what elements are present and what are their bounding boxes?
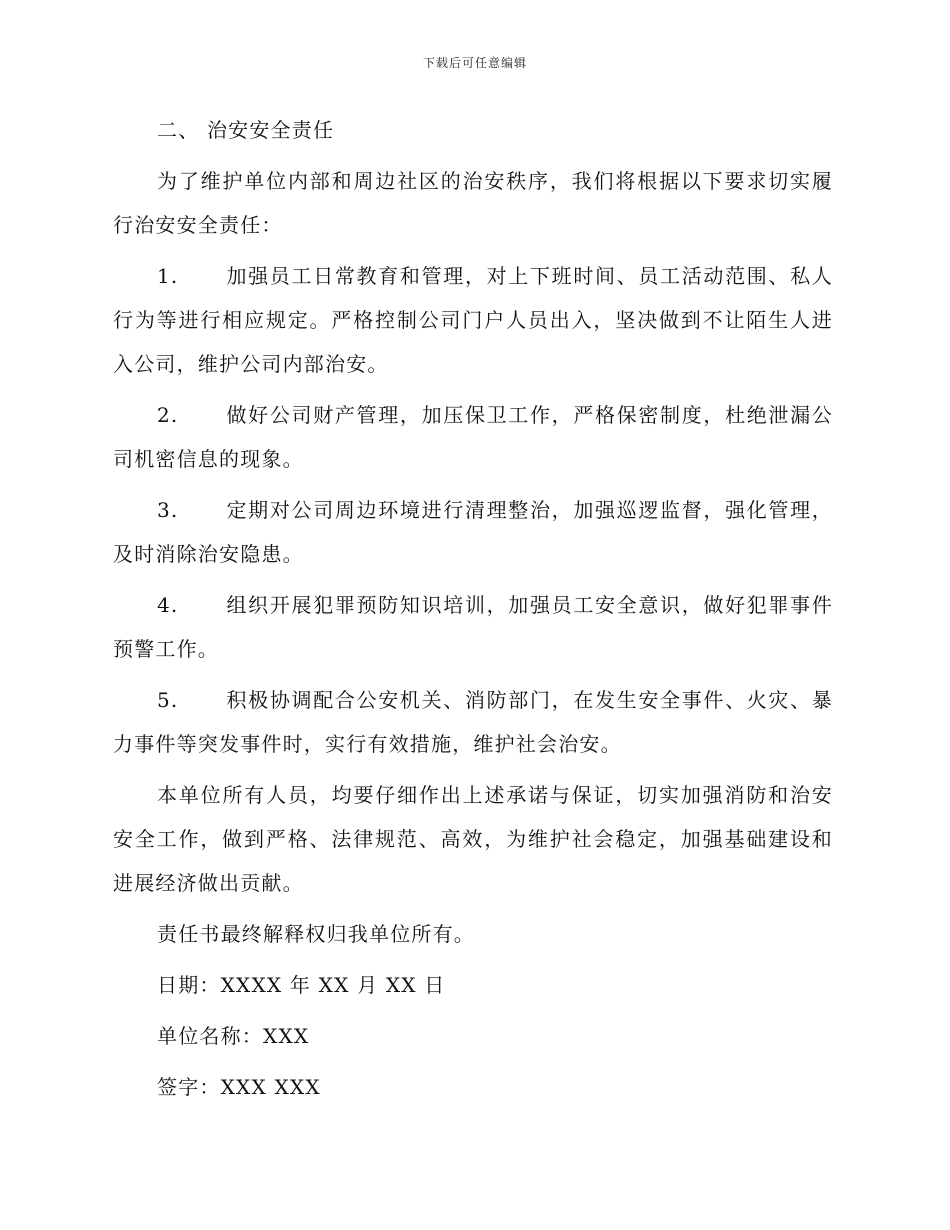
list-item-number: 3.: [157, 498, 179, 522]
list-item: [113, 678, 833, 766]
section-title: 二、 治安安全责任: [157, 118, 335, 142]
list-item-number: 1.: [157, 264, 179, 288]
unit-name-line: 单位名称：XXX: [157, 1024, 310, 1048]
closing-paragraph: 本单位所有人员，均要仔细作出上述承诺与保证，切实加强消防和治安安全工作，做到严格、法律规范、高效，为维护社会稳定，加强基础建设和进展经济做出贡献。: [113, 783, 833, 895]
list-item-text: 定期对公司周边环境进行清理整治，加强巡逻监督，强化管理，及时消除治安隐患。: [113, 498, 833, 566]
signature-line: 签字：XXX XXX: [157, 1075, 321, 1099]
final-note: 责任书最终解释权归我单位所有。: [157, 922, 475, 946]
page-header: 下载后可任意编辑: [422, 56, 527, 70]
intro-paragraph: 为了维护单位内部和周边社区的治安秩序，我们将根据以下要求切实履行治安安全责任：: [113, 169, 833, 237]
list-item-number: 4.: [157, 593, 179, 617]
list-item: [113, 254, 833, 386]
list-item: [113, 488, 833, 576]
list-item-text: 做好公司财产管理，加压保卫工作，严格保密制度，杜绝泄漏公司机密信息的现象。: [113, 403, 833, 471]
list-item-text: 加强员工日常教育和管理，对上下班时间、员工活动范围、私人行为等进行相应规定。严格控制公司门户人员出入，坚决做到不让陌生人进入公司，维护公司内部治安。: [113, 264, 833, 376]
list-item-text: 组织开展犯罪预防知识培训，加强员工安全意识，做好犯罪事件预警工作。: [113, 593, 833, 661]
date-line: 日期：XXXX 年 XX 月 XX 日: [157, 973, 446, 997]
list-item: [113, 393, 833, 481]
list-item: [113, 583, 833, 671]
list-item-text: 积极协调配合公安机关、消防部门，在发生安全事件、火灾、暴力事件等突发事件时，实行有效措施，维护社会治安。: [113, 688, 833, 756]
list-item-number: 5.: [157, 688, 179, 712]
list-item-number: 2.: [157, 403, 179, 427]
document-body: [113, 108, 833, 1116]
